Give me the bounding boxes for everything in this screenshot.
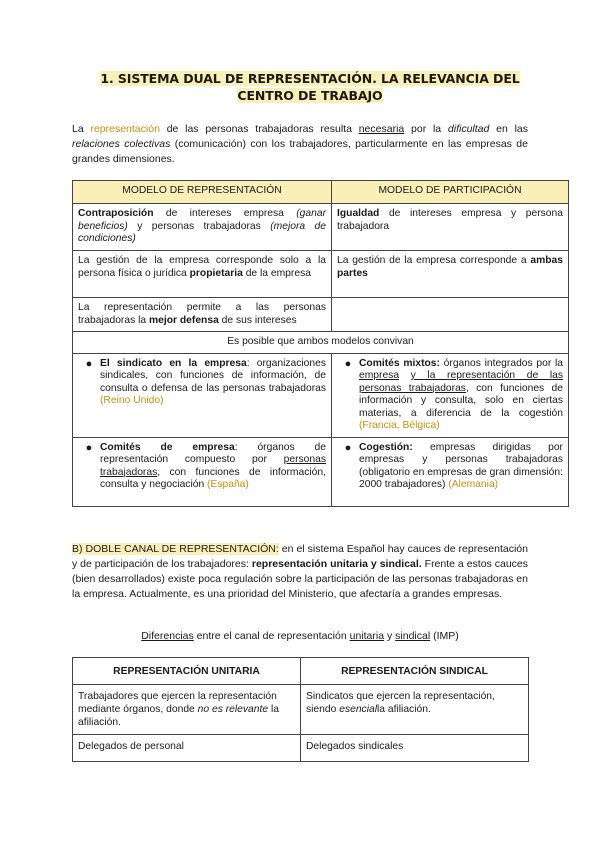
intro-keyword-necesaria: necesaria — [358, 123, 405, 135]
paragraph-text: Frente a estos cauces (bien desarrollados) existe poca regulación sobre la participación de las personas trabajadoras en la empresa. Actualmente, es una prioridad del Ministerio, que afectaría a grandes empresas. — [72, 558, 528, 600]
cell-text: : organizaciones sindicales, con funciones de información, de consulta o defensa de las personas trabajadoras — [100, 357, 327, 394]
table-cell — [332, 251, 569, 298]
table-cell-empty — [332, 298, 569, 332]
cell-text: Trabajadores que ejercen la representación mediante órganos, donde — [78, 691, 277, 715]
cell-text: de intereses empresa y persona trabajadora — [337, 208, 563, 232]
header-unitaria: REPRESENTACIÓN UNITARIA — [73, 658, 301, 685]
cell-italic: no es relevante — [197, 704, 269, 715]
caption-underline: sindical — [395, 630, 431, 642]
cell-bold: Comités de empresa — [100, 441, 235, 453]
table-cell — [332, 437, 569, 506]
table-row — [73, 685, 529, 735]
caption-underline: unitaria — [349, 630, 385, 642]
country-label: (España) — [207, 479, 249, 490]
table-cell: Delegados de personal — [73, 735, 301, 762]
country-label: (Alemania) — [448, 479, 499, 490]
section-title — [60, 70, 560, 104]
table-cell — [332, 204, 569, 251]
intro-text: en las — [489, 123, 528, 135]
paragraph-bold: representación unitaria y sindical. — [251, 558, 422, 570]
table-row — [73, 353, 569, 437]
cell-bold: mejor defensa — [148, 314, 219, 326]
list-item-text — [100, 358, 326, 408]
intro-paragraph — [72, 122, 528, 167]
list-item — [337, 358, 563, 433]
caption-text: entre el canal de representación — [193, 630, 350, 642]
cell-underline: y la representación de las personas trabajadoras — [359, 370, 563, 394]
intro-keyword-relaciones: relaciones colectivas — [72, 138, 171, 150]
table-cell — [332, 353, 569, 437]
cell-italic: esencial — [339, 704, 377, 715]
cell-bold: Comités mixtos: — [359, 357, 440, 369]
table-row — [73, 251, 569, 298]
list-item-text — [100, 442, 326, 492]
cell-bold: El sindicato en la empresa — [100, 357, 247, 369]
list-item — [78, 442, 326, 492]
cell-text: La gestión de la empresa corresponde solo a la persona física o jurídica — [78, 255, 326, 279]
cell-text: , con funciones de información y consulta, solo en ciertas materias, a diferencia de la cogestión — [359, 382, 563, 419]
merged-cell: Es posible que ambos modelos convivan — [73, 332, 569, 354]
list-item-text — [359, 358, 563, 433]
table-header-row — [73, 658, 529, 685]
intro-text: por la — [404, 123, 448, 135]
table-merged-row — [73, 332, 569, 354]
table-cell — [73, 437, 332, 506]
table-header-row — [73, 181, 569, 204]
title-text-2: CENTRO DE TRABAJO — [237, 88, 383, 103]
dual-channel-paragraph — [72, 542, 528, 602]
title-number: 1. — [100, 71, 114, 86]
intro-keyword-representacion: representación — [90, 123, 160, 135]
cell-text: de intereses empresa — [153, 208, 297, 219]
intro-text: (comunicación) con los trabajadores, particularmente en las empresas de grandes dimensiones. — [72, 138, 528, 165]
table-cell — [73, 353, 332, 437]
cell-text: y personas trabajadoras — [127, 220, 271, 232]
table-row — [73, 735, 529, 762]
intro-keyword-dificultad: dificultad — [447, 123, 490, 135]
country-label: (Francia, Bélgica) — [359, 420, 440, 431]
cell-underline: empresa — [359, 370, 400, 381]
list-item — [78, 358, 326, 408]
table-cell — [301, 685, 529, 735]
header-representacion: MODELO DE REPRESENTACIÓN — [73, 181, 332, 204]
table-row — [73, 437, 569, 506]
bullet-dot-icon: ● — [85, 357, 93, 370]
table-cell — [73, 204, 332, 251]
cell-bold: propietaria — [189, 267, 243, 279]
paragraph-text: en el sistema Español hay cauces de representación y de participación de los trabajadores: — [72, 543, 528, 570]
cell-italic: (ganar beneficios) — [78, 208, 326, 232]
cell-bold: ambas partes — [337, 255, 563, 279]
header-participacion: MODELO DE PARTICIPACIÓN — [332, 181, 569, 204]
bullet-dot-icon: ● — [344, 441, 352, 454]
bullet-dot-icon: ● — [344, 357, 352, 370]
title-line-1 — [60, 70, 560, 87]
intro-text: de las personas trabajadoras resulta — [159, 123, 359, 135]
cell-text: de la empresa — [242, 267, 311, 279]
cell-text: empresas dirigidas por empresas y personas trabajadoras (obligatorio en empresas de gran dimensión: 2000 trabajadores) — [359, 441, 563, 490]
bullet-dot-icon: ● — [85, 441, 93, 454]
table-cell — [73, 298, 332, 332]
list-item — [337, 442, 563, 492]
table-cell — [73, 685, 301, 735]
intro-text: La — [72, 123, 91, 135]
caption-text: (IMP) — [430, 630, 459, 642]
caption-underline: Diferencias — [141, 630, 194, 642]
list-item-text — [359, 442, 563, 492]
table-row — [73, 204, 569, 251]
models-comparison-table — [72, 180, 569, 507]
cell-text: órganos integrados por la — [439, 357, 563, 369]
cell-bold: Igualdad — [337, 208, 380, 219]
cell-text: La gestión de la empresa corresponde a — [337, 255, 531, 266]
dual-channel-heading: B) DOBLE CANAL DE REPRESENTACIÓN: — [72, 543, 279, 555]
header-sindical: REPRESENTACIÓN SINDICAL — [301, 658, 529, 685]
table-cell: Delegados sindicales — [301, 735, 529, 762]
table-cell — [73, 251, 332, 298]
cell-text: de sus intereses — [218, 314, 297, 326]
cell-text: la afiliación. — [377, 704, 431, 715]
differences-caption — [60, 630, 540, 642]
cell-italic: (mejora de condiciones) — [78, 220, 326, 244]
cell-text: La representación permite a las personas trabajadoras la — [78, 302, 326, 326]
cell-text: : órganos de representación compuesto por — [100, 441, 326, 465]
cell-text: , con funciones de información, consulta y negociación — [100, 466, 326, 490]
title-text-1: SISTEMA DUAL DE REPRESENTACIÓN. LA RELEVANCIA DEL — [117, 71, 520, 86]
cell-bold: Contraposición — [78, 208, 154, 219]
title-line-2 — [60, 87, 560, 104]
cell-text: Sindicatos que ejercen la representación, siendo — [306, 691, 495, 715]
cell-text — [399, 370, 411, 381]
country-label: (Reino Unido) — [100, 395, 164, 406]
table-row — [73, 298, 569, 332]
cell-bold: Cogestión: — [359, 441, 413, 453]
cell-text: la afiliación. — [78, 704, 279, 728]
differences-table — [72, 657, 529, 762]
cell-underline: personas trabajadoras — [100, 454, 326, 478]
caption-text: y — [384, 630, 396, 642]
